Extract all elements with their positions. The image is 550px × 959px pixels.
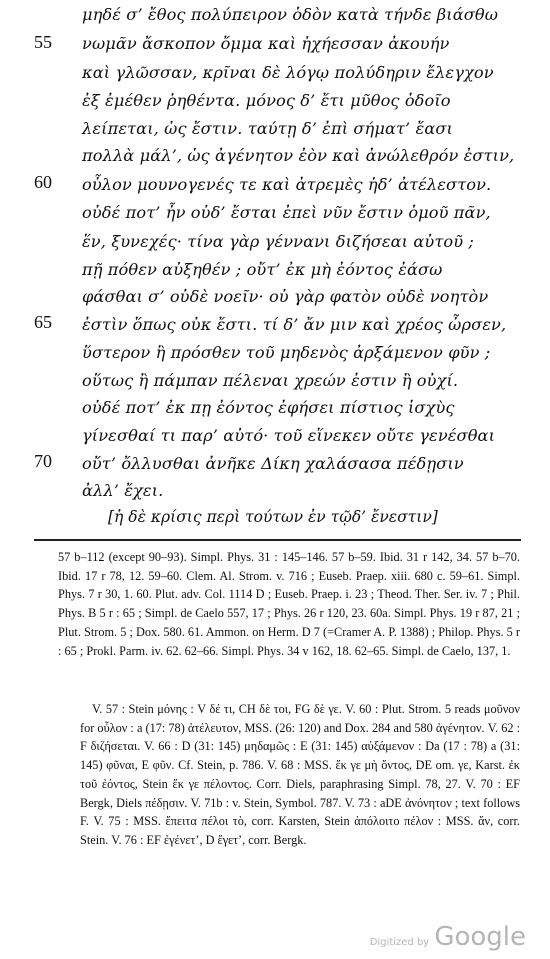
google-logo: Google — [434, 922, 526, 952]
verse-line: νωμᾶν ἄσκοπον ὄμμα καὶ ἠχήεσσαν ἀκουήν — [82, 34, 450, 53]
bracketed-verse: [ἡ δὲ κρίσις περὶ τούτων ἐν τῷδ’ ἔνεστιν] — [108, 508, 438, 526]
verse-line: ὕστερον ἢ πρόσθεν τοῦ μηδενὸς ἀρξάμενον φῦν ; — [82, 343, 491, 362]
verse-line: οὐδέ ποτ’ ἦν οὐδ’ ἔσται ἐπεὶ νῦν ἔστιν ὁμοῦ πᾶν, — [82, 203, 491, 222]
line-number: 60 — [34, 172, 52, 192]
verse-line: ἀλλ’ ἔχει. — [82, 481, 164, 500]
verse-line: πῇ πόθεν αὐξηθέν ; οὔτ’ ἐκ μὴ ἐόντος ἐάσω — [82, 260, 443, 279]
verse-line: γίνεσθαί τι παρ’ αὐτό· τοῦ εἵνεκεν οὔτε γενέσθαι — [82, 426, 496, 445]
line-number: 70 — [34, 451, 52, 471]
verse-line: οὖλον μουνογενές τε καὶ ἀτρεμὲς ἠδ’ ἀτέλεστον. — [82, 175, 492, 194]
verse-line: οὕτως ἢ πάμπαν πέλεναι χρεών ἐστιν ἢ οὐχί. — [82, 371, 459, 390]
footnote-divider — [34, 539, 521, 541]
verse-line: μηδέ σ’ ἔθος πολύπειρον ὁδὸν κατὰ τήνδε βιάσθω — [82, 5, 499, 24]
verse-line: λείπεται, ὡς ἔστιν. ταύτῃ δ’ ἐπὶ σήματ’ ἔασι — [82, 119, 453, 138]
line-number: 55 — [34, 32, 52, 52]
verse-line: οὔτ’ ὄλλυσθαι ἀνῆκε Δίκη χαλάσασα πέδῃσιν — [82, 454, 464, 473]
verse-line: φάσθαι σ’ οὐδὲ νοεῖν· οὐ γὰρ φατὸν οὐδὲ νοητὸν — [82, 287, 489, 306]
source-references: 57 b–112 (except 90–93). Simpl. Phys. 31 : 145–146. 57 b–59. Ibid. 31 r 142, 34. 57 b–70. Ibid. 17 r 78, 12. 59–60. Clem. Al. Strom. v. 716 ; Euseb. Praep. xiii. 680 c. 59–61. Simpl. Phys. 7 r 30, 1. 60. Plut. adv. Col. 1114 D ; Euseb. Praep. i. 23 ; Theod. Ther. Ser. iv. 7 ; Phil. Phys. B 5 r : 65 ; Simpl. de Caelo 557, 17 ; Phys. 26 r 120, 23. 60a. Simpl. Phys. 19 r 87, 21 ; Plut. Strom. 5 ; Dox. 580. 61. Ammon. on Herm. D 7 (=Cramer A. P. 1388) ; Philop. Phys. 5 r : 65 ; Prokl. Parm. iv. 62. 62–66. Simpl. Phys. 34 v 162, 18. 62–65. Simpl. de Caelo, 137, 1. — [58, 550, 520, 658]
verse-line: ἐστὶν ὅπως οὐκ ἔστι. τί δ’ ἄν μιν καὶ χρέος ὦρσεν, — [82, 315, 507, 334]
watermark-prefix: Digitized by — [369, 937, 430, 948]
critical-apparatus: V. 57 : Stein μόνης : V δέ τι, CH δὲ τοι, FG δὲ γε. V. 60 : Plut. Strom. 5 reads μοῦνον for οὖλον : a (17: 78) ἀτέλευτον, MSS. (26: 120) and Dox. 284 and 580 ἀγένητον. V. 62 : F διζήσεται. V. 66 : D (31: 145) μηδαμῶς : E (31: 145) αὐξάμενον : Da (17 : 78) a (31: 145) φῦναι, E φῦν. Cf. Stein, p. 786. V. 68 : MSS. ἔκ γε μὴ ὄντος, DE om. γε, Karst. ἐκ τοῦ ἐόντος, Stein ἔκ γε πέλοντος. Corr. Diels, paraphrasing Simpl. 78, 27. V. 70 : EF Bergk, Diels πέδῃσιν. V. 71b : v. Stein, Symbol. 787. V. 73 : aDE ἀνόνητον ; text follows F. V. 75 : MSS. ἔπειτα πέλοι τὸ, corr. Karsten, Stein ἀπόλοιτο πέλον : MSS. ἄν, corr. Stein. V. 76 : EF ἐγένετ’, D ἔγετ’, corr. Bergk. — [80, 702, 520, 847]
verse-line: οὐδέ ποτ’ ἐκ πῃ ἐόντος ἐφήσει πίστιος ἰσχὺς — [82, 398, 455, 417]
digitized-watermark — [370, 922, 526, 952]
verse-line: ἕν, ξυνεχές· τίνα γὰρ γέννανι διζήσεαι αὐτοῦ ; — [82, 232, 474, 251]
verse-line: καὶ γλῶσσαν, κρῖναι δὲ λόγῳ πολύδηριν ἔλεγχον — [82, 63, 494, 82]
verse-line: πολλὰ μάλ’, ὡς ἀγένητον ἐὸν καὶ ἀνώλεθρόν ἐστιν, — [82, 146, 515, 165]
verse-line: ἐξ ἐμέθεν ῥηθέντα. μόνος δ’ ἔτι μῦθος ὁδοῖο — [82, 91, 451, 110]
line-number: 65 — [34, 312, 52, 332]
